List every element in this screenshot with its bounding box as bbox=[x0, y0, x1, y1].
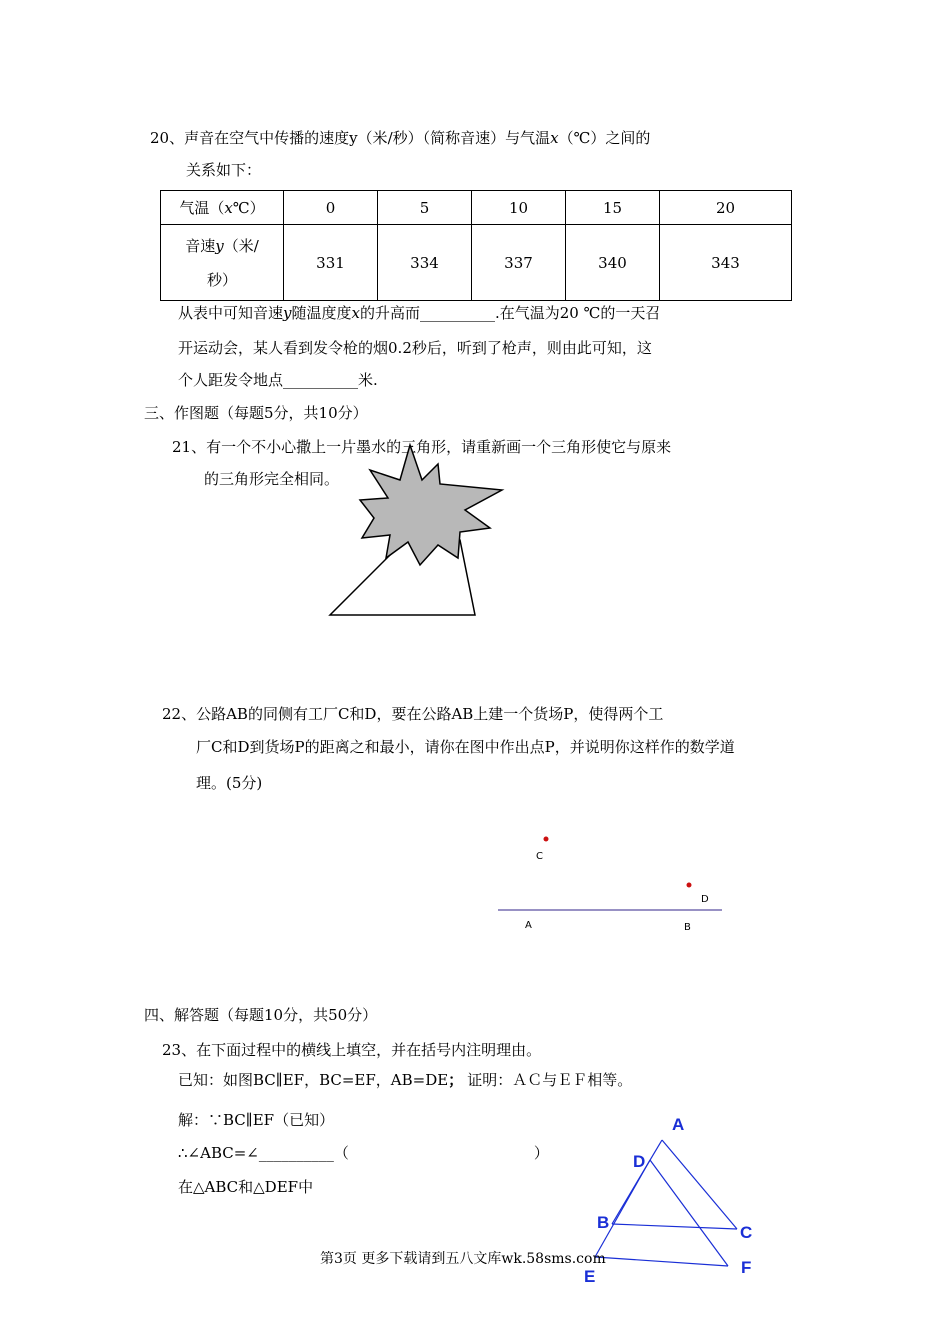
label-c: C bbox=[536, 851, 543, 862]
q20-after2: 开运动会，某人看到发令枪的烟0.2秒后，听到了枪声，则由此可知，这 bbox=[178, 339, 652, 357]
table-row-speed bbox=[161, 225, 792, 301]
q21-line2: 的三角形完全相同。 bbox=[204, 470, 340, 488]
q20-line1-tail: （℃）之间的 bbox=[558, 129, 651, 147]
point-d bbox=[687, 883, 692, 888]
table-cell: 15 bbox=[566, 191, 660, 225]
q22-line2: 厂C和D到货场P的距离之和最小，请你在图中作出点P，并说明你这样作的数学道 bbox=[196, 738, 735, 756]
table-cell: 5 bbox=[378, 191, 472, 225]
table-cell: 334 bbox=[378, 225, 472, 301]
table-header-temperature: 气温（x℃） bbox=[161, 191, 284, 225]
table-cell: 343 bbox=[660, 225, 792, 301]
q23-sol2: ∴∠ABC=∠__________（ ） bbox=[178, 1144, 549, 1162]
q22-line1: 22、公路AB的同侧有工厂C和D，要在公路AB上建一个货场P，使得两个工 bbox=[162, 705, 664, 723]
table-cell: 0 bbox=[284, 191, 378, 225]
segment-ef bbox=[595, 1257, 728, 1266]
q21-line1: 21、有一个不小心撒上一片墨水的三角形，请重新画一个三角形使它与原来 bbox=[172, 438, 672, 456]
page-footer: 第3页 更多下载请到五八文库wk.58sms.com bbox=[320, 1251, 606, 1267]
ink-blot-triangle-figure bbox=[320, 440, 520, 630]
label-a: A bbox=[525, 920, 532, 931]
q20-line1-text: 20、声音在空气中传播的速度y（米/秒）（简称音速）与气温 bbox=[150, 129, 551, 147]
segment-df bbox=[650, 1160, 728, 1266]
ink-blot-shape bbox=[360, 445, 502, 565]
q20-after3: 个人距发令地点__________米. bbox=[178, 371, 378, 389]
table-header-speed: 音速y（米/ 秒） bbox=[161, 225, 284, 301]
table-cell: 337 bbox=[472, 225, 566, 301]
label-e: E bbox=[584, 1267, 596, 1286]
q20-var-x: x bbox=[550, 129, 559, 147]
table-cell: 340 bbox=[566, 225, 660, 301]
section3-heading: 三、作图题（每题5分，共10分） bbox=[144, 404, 368, 422]
segment-ac bbox=[662, 1140, 737, 1229]
table-cell: 331 bbox=[284, 225, 378, 301]
label-a: A bbox=[672, 1115, 685, 1134]
section4-heading: 四、解答题（每题10分，共50分） bbox=[144, 1006, 378, 1024]
segment-de bbox=[595, 1160, 650, 1257]
q20-after1: 从表中可知音速y随温度度x的升高而__________.在气温为20 ℃的一天召 bbox=[178, 304, 661, 322]
label-b: B bbox=[684, 922, 691, 933]
q23-sol1: 解：∵BC∥EF（已知） bbox=[178, 1111, 335, 1129]
sound-speed-table bbox=[160, 190, 792, 301]
q23-sol3: 在△ABC和△DEF中 bbox=[178, 1178, 314, 1196]
triangles-figure bbox=[580, 1110, 760, 1290]
q20-line1 bbox=[150, 128, 650, 148]
segment-bc bbox=[612, 1224, 737, 1229]
q20-line2: 关系如下： bbox=[186, 161, 262, 179]
label-d: D bbox=[633, 1152, 646, 1171]
q23-line1: 23、在下面过程中的横线上填空，并在括号内注明理由。 bbox=[162, 1041, 542, 1059]
label-c: C bbox=[740, 1223, 753, 1242]
q23-given: 已知：如图BC∥EF，BC=EF，AB=DE； 证明：ＡＣ与ＥＦ相等。 bbox=[178, 1071, 633, 1089]
table-cell: 10 bbox=[472, 191, 566, 225]
table-row-temperature bbox=[161, 191, 792, 225]
label-f: F bbox=[741, 1258, 752, 1277]
label-b: B bbox=[597, 1213, 610, 1232]
road-factories-figure bbox=[490, 825, 730, 940]
point-c bbox=[544, 837, 549, 842]
table-cell: 20 bbox=[660, 191, 792, 225]
label-d: D bbox=[701, 894, 709, 905]
q22-line3: 理。(5分) bbox=[196, 774, 263, 792]
